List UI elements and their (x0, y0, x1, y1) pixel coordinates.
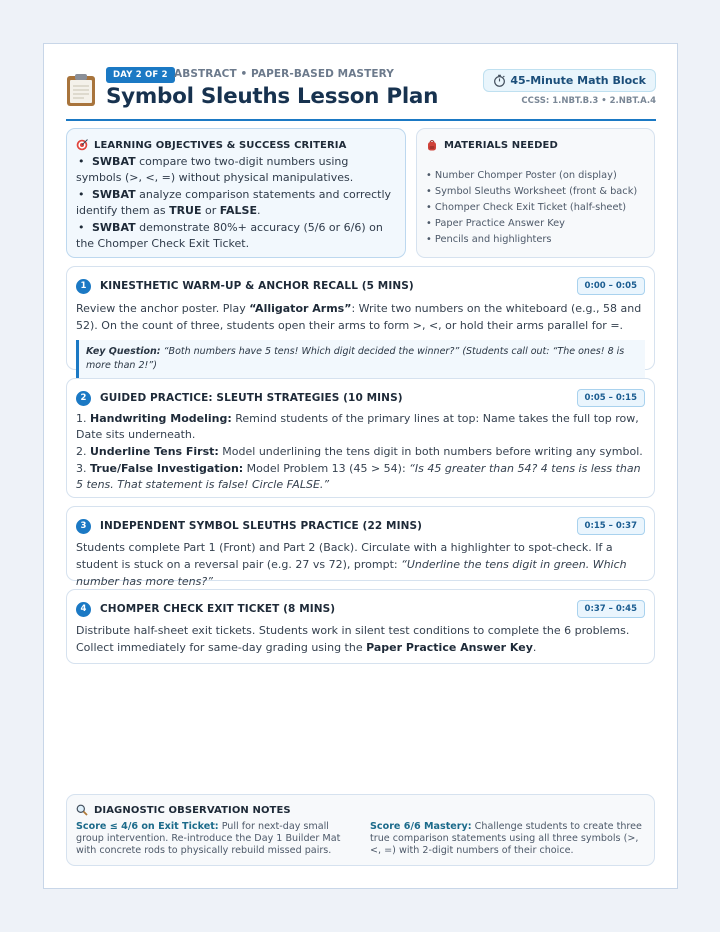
low-score-label: Score ≤ 4/6 on Exit Ticket: (76, 821, 219, 832)
key-question-text: “Both numbers have 5 tens! Which digit decided the winner?” (Students call out: “The ones! 8 is more than 2!”) (86, 346, 625, 371)
diagnostic-title-row (76, 804, 645, 816)
section-title: INDEPENDENT SYMBOL SLEUTHS PRACTICE (22 MINS) (100, 520, 423, 532)
objective-text: compare two two-digit numbers using symbols (>, <, =) without physical manipulatives. (76, 155, 354, 184)
objective-text: . (256, 204, 261, 217)
objective-item (76, 154, 396, 186)
step-number: 3. (76, 462, 90, 475)
material-item: • Paper Practice Answer Key (426, 216, 645, 232)
objective-lead: SWBAT (92, 188, 136, 201)
material-item: • Pencils and highlighters (426, 232, 645, 248)
section-header (76, 277, 645, 295)
objective-text: or (201, 204, 220, 217)
section-time-badge: 0:00 – 0:05 (577, 277, 645, 295)
game-name: “Alligator Arms” (249, 302, 352, 315)
key-question-label: Key Question: (86, 346, 161, 357)
mastery-text: Challenge students to create three true comparison statements using all three symbols (>, <, =) with 2-digit numbers of their choice. (370, 821, 642, 856)
key-question (76, 340, 645, 378)
body-text: Students complete Part 1 (Front) and Part 2 (Back). Circulate with a highlighter to spot-check. If a student is stuck on a reversal pair (e.g. 27 vs 72), prompt: (76, 541, 613, 571)
diagnostic-columns (76, 821, 645, 857)
lesson-subtitle: ABSTRACT • PAPER-BASED MASTERY (174, 68, 394, 80)
target-icon (76, 139, 88, 151)
objectives-card (66, 128, 406, 258)
section-number: 4 (76, 602, 91, 617)
material-item: • Number Chomper Poster (on display) (426, 168, 645, 184)
low-score-text: Pull for next-day small group intervention. Re-introduce the Day 1 Builder Mat with concrete rods to physically rebuild missed pairs. (76, 821, 341, 856)
objectives-title-row (76, 139, 396, 151)
lesson-plan-page (43, 43, 678, 889)
diagnostic-title: DIAGNOSTIC OBSERVATION NOTES (94, 804, 291, 816)
header (66, 66, 656, 120)
time-block-chip (483, 69, 656, 92)
step-label: Handwriting Modeling: (90, 412, 232, 425)
section-number: 3 (76, 519, 91, 534)
section-title: KINESTHETIC WARM-UP & ANCHOR RECALL (5 MINS) (100, 280, 414, 292)
step-item (76, 444, 645, 460)
body-text: Distribute half-sheet exit tickets. Students work in silent test conditions to complete the 6 problems. Collect immediately for same-day grading using the (76, 624, 630, 654)
objective-false: FALSE (219, 204, 257, 217)
standards-label: CCSS: 1.NBT.B.3 • 2.NBT.A.4 (521, 96, 656, 106)
magnifier-icon (76, 804, 88, 816)
section-exit-ticket (66, 589, 655, 664)
step-item (76, 411, 645, 443)
time-block-label: 45-Minute Math Block (510, 74, 646, 87)
step-text: Remind students of the primary lines at top: Name takes the full top row, Date sits underneath. (76, 412, 639, 441)
step-number: 2. (76, 445, 90, 458)
objective-item (76, 187, 396, 219)
answer-key-name: Paper Practice Answer Key (366, 641, 533, 654)
objective-text: analyze comparison statements and correctly identify them as (76, 188, 392, 217)
objective-text: demonstrate 80%+ accuracy (5/6 or 6/6) on the Chomper Check Exit Ticket. (76, 221, 383, 250)
diagnostic-low-score (76, 821, 351, 857)
stopwatch-icon (493, 74, 506, 87)
diagnostic-mastery (370, 821, 645, 857)
diagnostic-notes-card (66, 794, 655, 866)
objective-lead: SWBAT (92, 221, 136, 234)
section-time-badge: 0:37 – 0:45 (577, 600, 645, 618)
section-title: GUIDED PRACTICE: SLEUTH STRATEGIES (10 MINS) (100, 392, 403, 404)
section-title: CHOMPER CHECK EXIT TICKET (8 MINS) (100, 603, 336, 615)
step-label: Underline Tens First: (90, 445, 219, 458)
step-text: Model Problem 13 (45 > 54): (243, 462, 410, 475)
step-item (76, 461, 645, 493)
section-warm-up (66, 266, 655, 370)
step-label: True/False Investigation: (90, 462, 244, 475)
mastery-label: Score 6/6 Mastery: (370, 821, 472, 832)
section-number: 2 (76, 391, 91, 406)
objectives-list (76, 154, 396, 252)
section-header (76, 517, 645, 535)
materials-card (416, 128, 655, 258)
body-text: : Write two numbers on the whiteboard (e.g., 58 and 52). On the count of three, students open their arms to form >, <, or hold their arms parallel for =. (76, 302, 642, 332)
backpack-icon (426, 139, 438, 151)
section-body (76, 539, 645, 590)
section-body (76, 300, 645, 334)
objective-lead: SWBAT (92, 155, 136, 168)
objective-item (76, 220, 396, 252)
section-header (76, 389, 645, 407)
materials-title: MATERIALS NEEDED (444, 139, 558, 151)
objective-true: TRUE (169, 204, 202, 217)
clipboard-icon (66, 73, 96, 107)
step-text: Model underlining the tens digit in both numbers before writing any symbol. (218, 445, 643, 458)
materials-list (426, 168, 645, 248)
material-item: • Chomper Check Exit Ticket (half-sheet) (426, 200, 645, 216)
section-header (76, 600, 645, 618)
section-guided-practice (66, 378, 655, 498)
section-body (76, 622, 645, 656)
day-badge: DAY 2 OF 2 (106, 67, 175, 83)
section-independent-practice (66, 506, 655, 588)
material-item: • Symbol Sleuths Worksheet (front & back) (426, 184, 645, 200)
page-title: Symbol Sleuths Lesson Plan (106, 84, 439, 109)
body-text: Review the anchor poster. Play (76, 302, 250, 315)
prompt-quote: “Underline the tens digit in green. Which number has more tens?” (76, 558, 627, 588)
materials-title-row (426, 139, 645, 151)
section-number: 1 (76, 279, 91, 294)
body-text: . (532, 641, 537, 654)
step-quote: “Is 45 greater than 54? 4 tens is less than 5 tens. That statement is false! Circle FALSE.” (76, 462, 641, 491)
step-number: 1. (76, 412, 90, 425)
objectives-title: LEARNING OBJECTIVES & SUCCESS CRITERIA (94, 139, 347, 151)
section-time-badge: 0:15 – 0:37 (577, 517, 645, 535)
section-time-badge: 0:05 – 0:15 (577, 389, 645, 407)
header-divider (66, 119, 656, 121)
